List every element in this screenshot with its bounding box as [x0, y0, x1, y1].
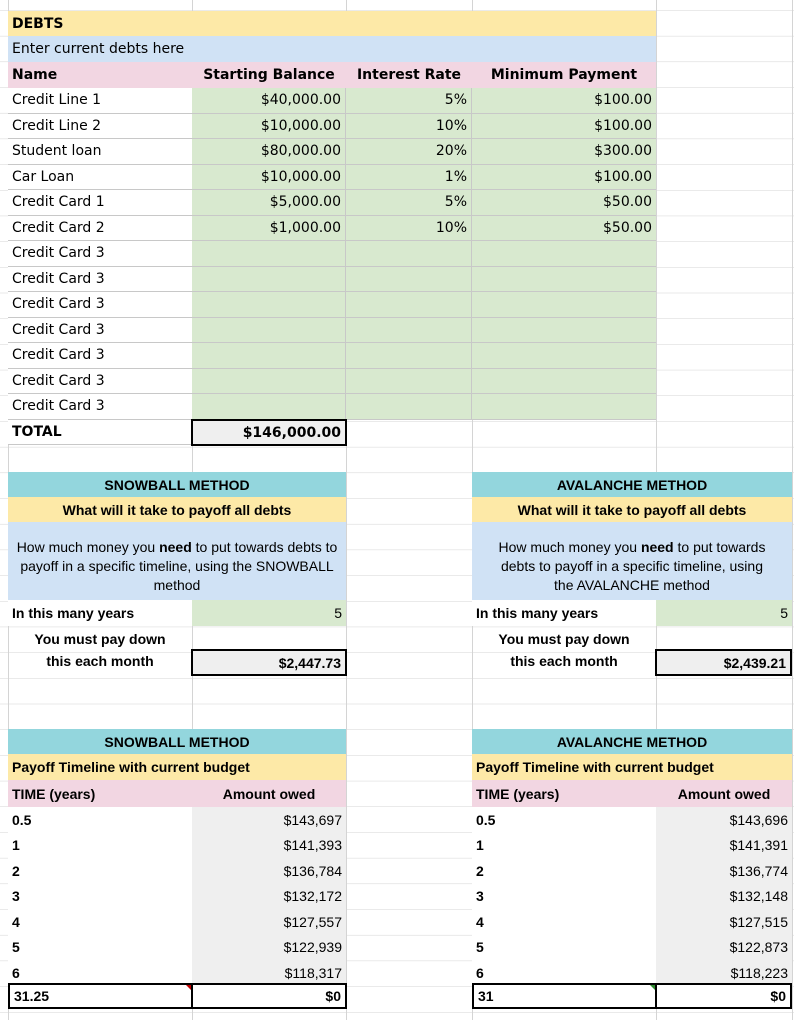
snowball-desc-bold: need [159, 539, 192, 555]
timeline-amount-cell[interactable]: $132,148 [656, 884, 792, 910]
avalanche-calc-description[interactable] [472, 522, 792, 600]
debt-rate-cell[interactable]: 10% [346, 114, 472, 140]
debt-payment-cell[interactable] [472, 394, 656, 420]
debt-rate-cell[interactable]: 1% [346, 165, 472, 191]
timeline-time-cell[interactable]: 3 [8, 884, 192, 910]
debt-balance-cell[interactable]: $40,000.00 [192, 88, 346, 114]
debt-payment-cell[interactable]: $300.00 [472, 139, 656, 165]
debt-payment-cell[interactable] [472, 292, 656, 318]
snowball-col-amount[interactable]: Amount owed [192, 780, 346, 807]
total-value[interactable]: $146,000.00 [191, 419, 347, 446]
avalanche-desc-pre: How much money you [498, 539, 641, 555]
timeline-time-cell[interactable]: 5 [472, 935, 656, 961]
timeline-amount-cell[interactable]: $122,939 [192, 935, 346, 961]
debt-name-cell[interactable]: Credit Line 2 [8, 114, 192, 140]
snowball-years-input[interactable]: 5 [192, 600, 346, 626]
debt-name-cell[interactable]: Credit Card 3 [8, 318, 192, 344]
debt-rate-cell[interactable] [346, 267, 472, 293]
debt-name-cell[interactable]: Credit Card 3 [8, 394, 192, 420]
avalanche-desc-post: to put towards debts to payoff in a specific timeline, using the AVALANCHE method [500, 539, 766, 593]
snowball-calc-description[interactable] [8, 522, 346, 600]
timeline-amount-cell[interactable]: $141,391 [656, 833, 792, 859]
debt-balance-cell[interactable] [192, 369, 346, 395]
avalanche-calc-subtitle[interactable]: What will it take to payoff all debts [472, 497, 792, 522]
debt-payment-cell[interactable] [472, 318, 656, 344]
debt-balance-cell[interactable]: $80,000.00 [192, 139, 346, 165]
snowball-calc-subtitle[interactable]: What will it take to payoff all debts [8, 497, 346, 522]
debt-rate-cell[interactable] [346, 318, 472, 344]
snowball-timeline-title[interactable]: SNOWBALL METHOD [8, 729, 346, 754]
timeline-amount-cell[interactable]: $136,784 [192, 858, 346, 884]
debt-balance-cell[interactable] [192, 394, 346, 420]
snowball-desc-post: to put towards debts to payoff in a specific timeline, using the SNOWBALL method [20, 539, 338, 593]
avalanche-years-input[interactable]: 5 [656, 600, 792, 626]
snowball-final-time[interactable]: 31.25 [8, 983, 193, 1009]
debts-instruction[interactable]: Enter current debts here [8, 36, 656, 62]
debts-header[interactable]: DEBTS [8, 11, 656, 36]
timeline-amount-cell[interactable]: $141,393 [192, 833, 346, 859]
debt-rate-cell[interactable] [346, 241, 472, 267]
snowball-years-label[interactable]: In this many years [8, 600, 192, 626]
timeline-time-cell[interactable]: 3 [472, 884, 656, 910]
debt-name-cell[interactable]: Student loan [8, 139, 192, 165]
debt-name-cell[interactable]: Car Loan [8, 165, 192, 191]
debt-name-cell[interactable]: Credit Card 2 [8, 216, 192, 242]
timeline-time-cell[interactable]: 6 [8, 960, 192, 986]
debt-payment-cell[interactable] [472, 369, 656, 395]
debt-balance-cell[interactable]: $10,000.00 [192, 114, 346, 140]
timeline-amount-cell[interactable]: $132,172 [192, 884, 346, 910]
timeline-time-cell[interactable]: 0.5 [8, 807, 192, 833]
timeline-amount-cell[interactable]: $127,557 [192, 909, 346, 935]
snowball-calc-title[interactable]: SNOWBALL METHOD [8, 472, 346, 497]
timeline-time-cell[interactable]: 0.5 [472, 807, 656, 833]
debt-rate-cell[interactable]: 5% [346, 88, 472, 114]
debt-payment-cell[interactable]: $100.00 [472, 165, 656, 191]
timeline-time-cell[interactable]: 4 [472, 909, 656, 935]
snowball-final-amount[interactable]: $0 [191, 983, 347, 1009]
avalanche-pay-value[interactable]: $2,439.21 [655, 649, 792, 676]
avalanche-final-amount[interactable]: $0 [655, 983, 792, 1009]
snowball-pay-label[interactable] [8, 628, 192, 676]
debt-payment-cell[interactable]: $100.00 [472, 114, 656, 140]
debt-payment-cell[interactable] [472, 241, 656, 267]
timeline-time-cell[interactable]: 6 [472, 960, 656, 986]
avalanche-final-time[interactable]: 31 [472, 983, 657, 1009]
avalanche-years-label[interactable]: In this many years [472, 600, 656, 626]
avalanche-calc-title[interactable]: AVALANCHE METHOD [472, 472, 792, 497]
col-header-minimum-payment[interactable]: Minimum Payment [472, 62, 656, 88]
snowball-desc-pre: How much money you [16, 539, 160, 555]
debt-name-cell[interactable]: Credit Card 3 [8, 241, 192, 267]
timeline-time-cell[interactable]: 1 [8, 833, 192, 859]
total-label[interactable]: TOTAL [8, 420, 192, 445]
timeline-time-cell[interactable]: 2 [472, 858, 656, 884]
avalanche-col-time[interactable]: TIME (years) [472, 780, 656, 807]
debt-rate-cell[interactable] [346, 343, 472, 369]
snowball-col-time[interactable]: TIME (years) [8, 780, 192, 807]
col-header-interest-rate[interactable]: Interest Rate [346, 62, 472, 88]
col-header-starting-balance[interactable]: Starting Balance [192, 62, 346, 88]
debt-rate-cell[interactable] [346, 369, 472, 395]
timeline-time-cell[interactable]: 4 [8, 909, 192, 935]
debt-balance-cell[interactable]: $5,000.00 [192, 190, 346, 216]
debt-balance-cell[interactable] [192, 241, 346, 267]
debt-balance-cell[interactable]: $10,000.00 [192, 165, 346, 191]
avalanche-pay-label-line2: this each month [510, 653, 618, 669]
timeline-amount-cell[interactable]: $118,317 [192, 960, 346, 986]
timeline-amount-cell[interactable]: $118,223 [656, 960, 792, 986]
debt-payment-cell[interactable]: $50.00 [472, 216, 656, 242]
debt-balance-cell[interactable] [192, 267, 346, 293]
timeline-time-cell[interactable]: 5 [8, 935, 192, 961]
avalanche-desc-bold: need [640, 539, 674, 555]
debt-name-cell[interactable]: Credit Card 3 [8, 369, 192, 395]
debt-rate-cell[interactable]: 20% [346, 139, 472, 165]
timeline-amount-cell[interactable]: $122,873 [656, 935, 792, 961]
debt-balance-cell[interactable] [192, 318, 346, 344]
debt-name-cell[interactable]: Credit Card 3 [8, 292, 192, 318]
timeline-amount-cell[interactable]: $136,774 [656, 858, 792, 884]
snowball-pay-value[interactable]: $2,447.73 [191, 649, 347, 676]
col-header-name[interactable]: Name [8, 62, 192, 88]
timeline-amount-cell[interactable]: $127,515 [656, 909, 792, 935]
debt-payment-cell[interactable] [472, 343, 656, 369]
debt-rate-cell[interactable] [346, 292, 472, 318]
timeline-time-cell[interactable]: 1 [472, 833, 656, 859]
debt-balance-cell[interactable] [192, 343, 346, 369]
avalanche-pay-label-line1: You must pay down [498, 631, 630, 647]
debt-payment-cell[interactable] [472, 267, 656, 293]
debt-name-cell[interactable]: Credit Card 3 [8, 343, 192, 369]
debt-rate-cell[interactable] [346, 394, 472, 420]
debt-balance-cell[interactable] [192, 292, 346, 318]
debt-rate-cell[interactable]: 5% [346, 190, 472, 216]
avalanche-timeline-title[interactable]: AVALANCHE METHOD [472, 729, 792, 754]
timeline-amount-cell[interactable]: $143,697 [192, 807, 346, 833]
debt-name-cell[interactable]: Credit Line 1 [8, 88, 192, 114]
debt-payment-cell[interactable]: $50.00 [472, 190, 656, 216]
avalanche-pay-label[interactable] [472, 628, 656, 676]
snowball-timeline-subtitle[interactable]: Payoff Timeline with current budget [8, 754, 346, 780]
debt-payment-cell[interactable]: $100.00 [472, 88, 656, 114]
snowball-pay-label-line2: this each month [46, 653, 154, 669]
timeline-time-cell[interactable]: 2 [8, 858, 192, 884]
snowball-pay-label-line1: You must pay down [34, 631, 166, 647]
timeline-amount-cell[interactable]: $143,696 [656, 807, 792, 833]
debt-name-cell[interactable]: Credit Card 1 [8, 190, 192, 216]
debt-balance-cell[interactable]: $1,000.00 [192, 216, 346, 242]
debt-name-cell[interactable]: Credit Card 3 [8, 267, 192, 293]
avalanche-timeline-subtitle[interactable]: Payoff Timeline with current budget [472, 754, 792, 780]
avalanche-col-amount[interactable]: Amount owed [656, 780, 792, 807]
debt-rate-cell[interactable]: 10% [346, 216, 472, 242]
